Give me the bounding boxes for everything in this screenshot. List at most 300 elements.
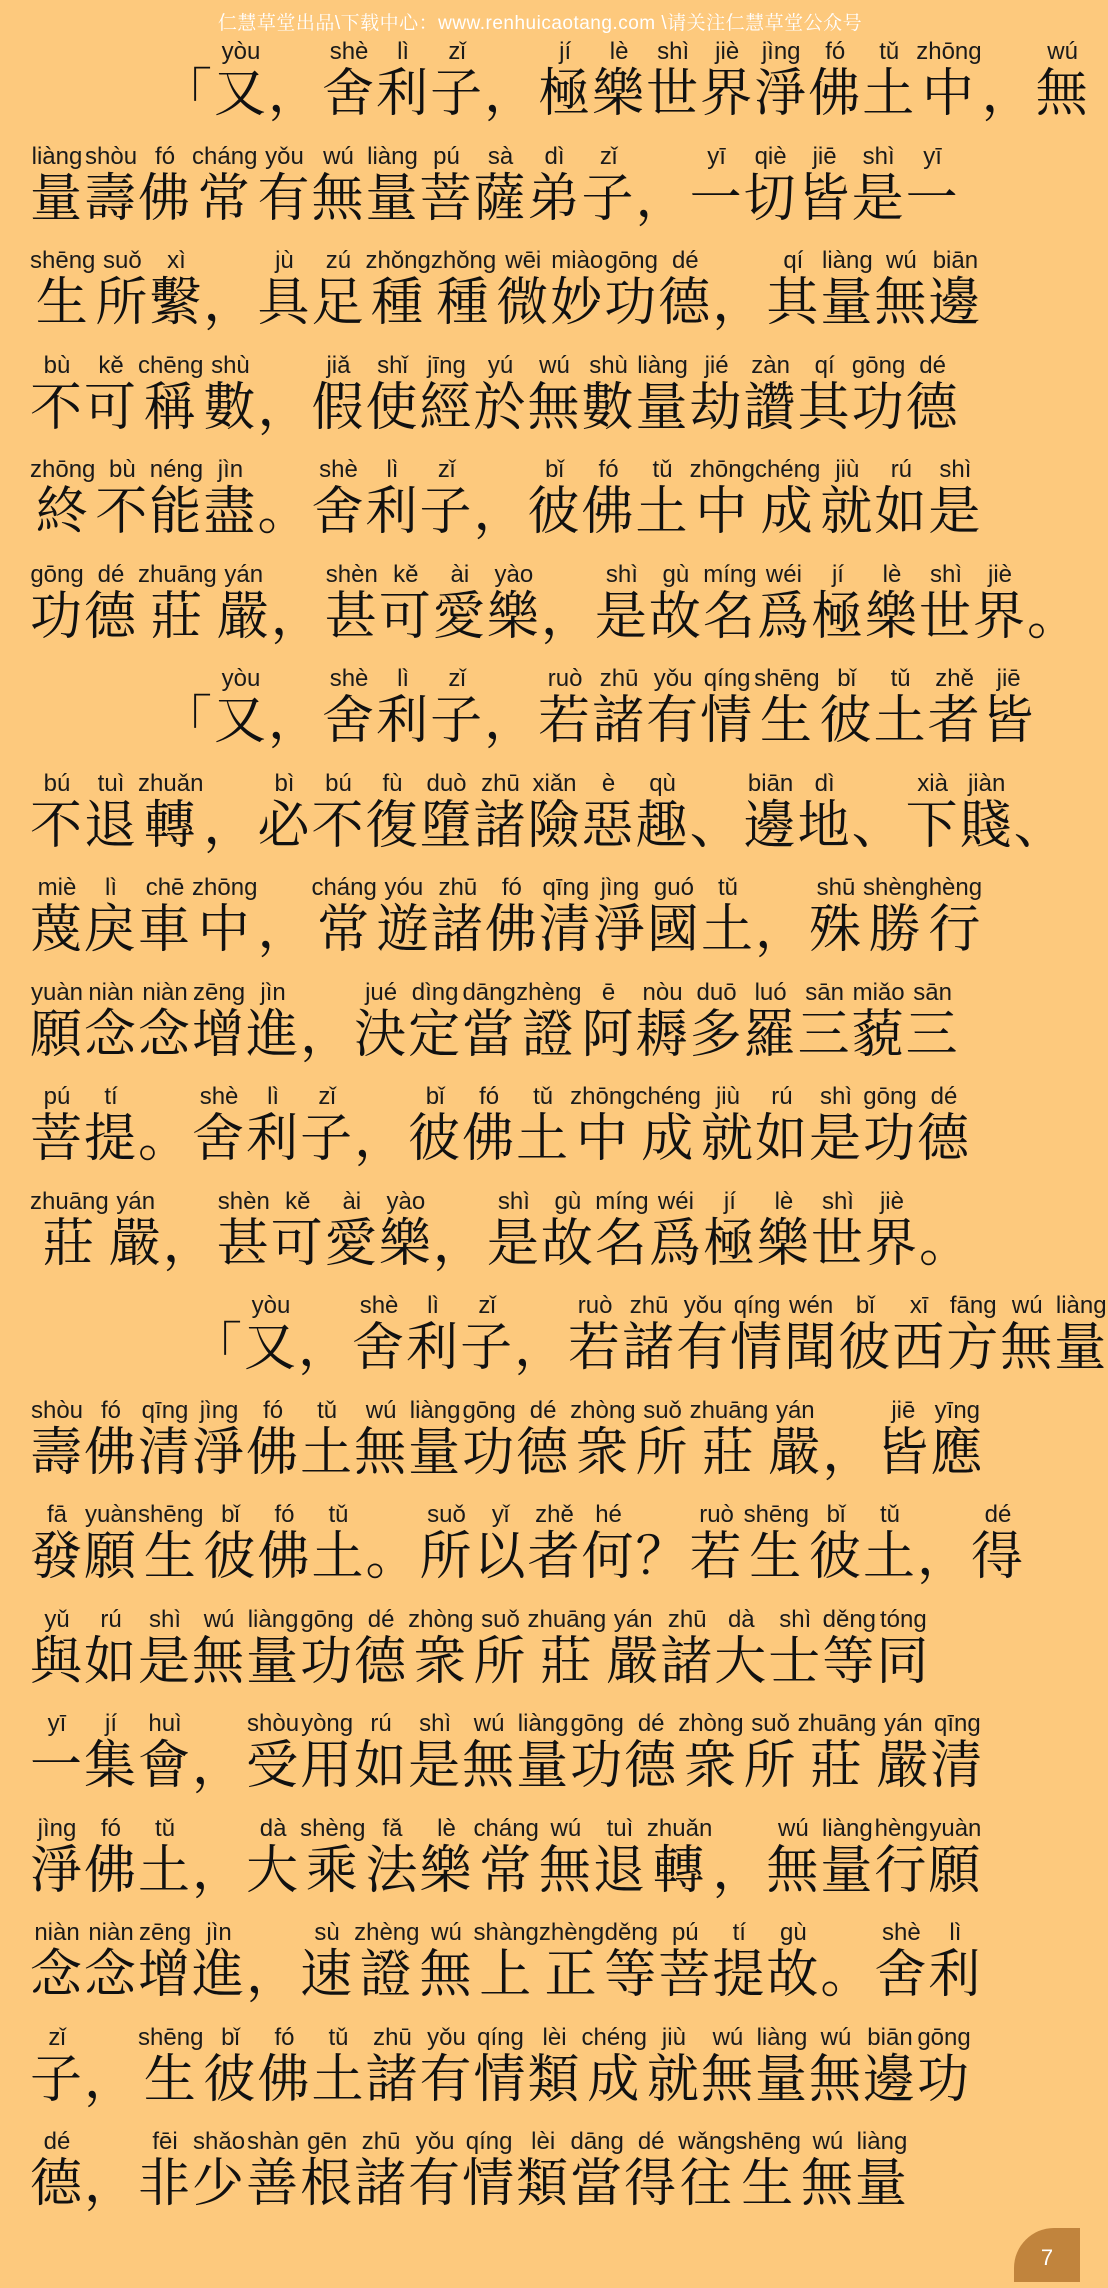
hanzi: 量 bbox=[820, 273, 875, 333]
hanzi: 增 bbox=[138, 1945, 193, 2005]
character-with-pinyin bbox=[246, 978, 301, 1065]
character-with-pinyin bbox=[203, 1501, 258, 1587]
pinyin: liàng bbox=[1054, 1292, 1108, 1319]
hanzi: 當 bbox=[462, 1004, 517, 1065]
pinyin: shè bbox=[192, 1083, 247, 1110]
hanzi: 「 bbox=[190, 1318, 245, 1378]
pinyin: zhū bbox=[473, 769, 528, 797]
pinyin: shēng bbox=[30, 247, 96, 274]
character-with-pinyin bbox=[300, 1710, 355, 1796]
pinyin: jiàn bbox=[959, 769, 1014, 797]
text-line bbox=[30, 142, 1060, 250]
character-with-pinyin bbox=[766, 1814, 821, 1901]
hanzi: 三 bbox=[797, 1004, 852, 1065]
hanzi: 一 bbox=[30, 1736, 85, 1796]
character-with-pinyin bbox=[138, 2023, 204, 2110]
hanzi: 德 bbox=[624, 1736, 679, 1796]
character-with-pinyin bbox=[354, 1919, 420, 2005]
hanzi: 蔑 bbox=[30, 900, 85, 960]
character-with-pinyin bbox=[30, 560, 85, 647]
hanzi: 量 bbox=[754, 2049, 809, 2110]
pinyin: yuàn bbox=[84, 1501, 139, 1528]
hanzi: 嚴 bbox=[216, 586, 271, 647]
hanzi: 嚴 bbox=[606, 1631, 661, 1692]
hanzi: 是 bbox=[808, 1109, 863, 1169]
hanzi: ， bbox=[300, 1004, 355, 1065]
hanzi: 情 bbox=[473, 2049, 528, 2110]
pinyin: yán bbox=[876, 1710, 931, 1737]
text-line bbox=[30, 249, 1060, 354]
pinyin: wú bbox=[462, 1710, 517, 1737]
pinyin: liàng bbox=[365, 142, 420, 170]
hanzi: 會 bbox=[138, 1736, 193, 1796]
pinyin: cháng bbox=[311, 874, 377, 901]
character-with-pinyin bbox=[635, 1083, 701, 1169]
hanzi: ， bbox=[257, 900, 312, 960]
hanzi: 彼 bbox=[203, 2049, 258, 2110]
character-with-pinyin bbox=[635, 456, 690, 542]
hanzi: 者 bbox=[527, 1527, 582, 1587]
hanzi: 遊 bbox=[376, 900, 431, 960]
hanzi: 常 bbox=[311, 900, 377, 960]
hanzi: 土 bbox=[700, 900, 755, 960]
character-with-pinyin bbox=[473, 351, 528, 438]
pinyin: zhuāng bbox=[30, 1187, 109, 1215]
hanzi: 無 bbox=[527, 377, 582, 438]
pinyin: fó bbox=[246, 1396, 301, 1424]
pinyin: gù bbox=[648, 560, 703, 588]
pinyin: jìn bbox=[192, 1919, 247, 1946]
hanzi: 彼 bbox=[408, 1109, 463, 1169]
hanzi: 成 bbox=[635, 1109, 701, 1169]
hanzi: 淨 bbox=[754, 64, 809, 124]
character-with-pinyin bbox=[408, 1083, 463, 1169]
punctuation-mark bbox=[917, 1527, 971, 1587]
pinyin: suǒ bbox=[743, 1710, 798, 1737]
character-with-pinyin bbox=[246, 1083, 301, 1169]
character-with-pinyin bbox=[917, 1083, 972, 1169]
hanzi: 莊 bbox=[527, 1631, 607, 1692]
hanzi: 嚴 bbox=[876, 1736, 931, 1796]
pinyin: gōng bbox=[30, 560, 85, 588]
hanzi: 樂 bbox=[864, 586, 919, 647]
hanzi: 生 bbox=[743, 1527, 809, 1587]
character-with-pinyin bbox=[378, 560, 433, 647]
character-with-pinyin bbox=[376, 38, 431, 124]
character-with-pinyin bbox=[797, 351, 852, 438]
hanzi: 土 bbox=[516, 1109, 571, 1169]
pinyin: bì bbox=[257, 769, 312, 797]
character-with-pinyin bbox=[800, 2128, 855, 2214]
hanzi: 中 bbox=[689, 482, 755, 542]
character-with-pinyin bbox=[862, 2023, 917, 2110]
character-with-pinyin bbox=[138, 142, 193, 229]
character-with-pinyin bbox=[581, 456, 636, 542]
punctuation-mark bbox=[474, 482, 528, 542]
hanzi: ， bbox=[268, 64, 323, 124]
pinyin: zhōng bbox=[570, 1083, 636, 1110]
pinyin: yuàn bbox=[30, 978, 85, 1006]
pinyin: shì bbox=[808, 1083, 863, 1110]
hanzi: 所 bbox=[743, 1736, 798, 1796]
hanzi: 衆 bbox=[678, 1736, 744, 1796]
punctuation-mark bbox=[712, 1841, 766, 1901]
hanzi: 進 bbox=[246, 1004, 301, 1065]
hanzi: 舍 bbox=[874, 1945, 929, 2005]
character-with-pinyin bbox=[971, 1501, 1026, 1587]
character-with-pinyin bbox=[873, 665, 928, 751]
character-with-pinyin bbox=[604, 1919, 659, 2005]
pinyin: lì bbox=[376, 665, 431, 692]
character-with-pinyin bbox=[246, 2128, 301, 2214]
pinyin: jiè bbox=[864, 1187, 919, 1215]
hanzi: 諸 bbox=[660, 1631, 715, 1692]
hanzi: 界 bbox=[864, 1213, 919, 1274]
pinyin: wú bbox=[700, 2023, 755, 2051]
hanzi: 樂 bbox=[378, 1213, 433, 1274]
hanzi: 證 bbox=[354, 1945, 420, 2005]
pinyin: jīng bbox=[419, 351, 474, 379]
hanzi: 中 bbox=[192, 900, 258, 960]
character-with-pinyin bbox=[624, 2128, 679, 2214]
pinyin: lè bbox=[864, 560, 919, 588]
pinyin: míng bbox=[594, 1187, 649, 1215]
pinyin: shǐ bbox=[365, 351, 420, 379]
hanzi: 者 bbox=[927, 691, 982, 751]
character-with-pinyin bbox=[838, 1292, 893, 1378]
hanzi: 車 bbox=[138, 900, 193, 960]
pinyin: fó bbox=[138, 142, 193, 170]
character-with-pinyin bbox=[874, 247, 929, 333]
hanzi: 賤 bbox=[959, 795, 1014, 856]
hanzi: 往 bbox=[678, 2154, 736, 2214]
character-with-pinyin bbox=[930, 1396, 985, 1483]
hanzi: ， bbox=[192, 1840, 247, 1901]
hanzi: 功 bbox=[462, 1422, 517, 1483]
hanzi: 少 bbox=[192, 2154, 247, 2214]
hanzi: 是 bbox=[928, 482, 983, 542]
hanzi: 。 bbox=[138, 1109, 193, 1169]
hanzi: 德 bbox=[516, 1422, 571, 1483]
pinyin: shòu bbox=[84, 142, 139, 170]
pinyin: gù bbox=[766, 1919, 821, 1946]
pinyin: niàn bbox=[138, 978, 193, 1006]
character-with-pinyin bbox=[203, 2023, 258, 2110]
character-with-pinyin bbox=[766, 247, 821, 333]
pinyin: liàng bbox=[754, 2023, 809, 2051]
hanzi: 佛 bbox=[808, 64, 863, 124]
pinyin: rú bbox=[354, 1710, 409, 1737]
text-line bbox=[30, 1396, 1060, 1504]
character-with-pinyin bbox=[700, 665, 755, 751]
character-with-pinyin bbox=[689, 1396, 769, 1483]
pinyin: duò bbox=[419, 769, 474, 797]
character-with-pinyin bbox=[768, 1396, 823, 1483]
pinyin: jiù bbox=[646, 2023, 701, 2051]
hanzi: 地 bbox=[797, 795, 852, 856]
pinyin: cháng bbox=[192, 142, 258, 170]
download-banner: 仁慧草堂出品\下载中心：www.renhuicaotang.com \请关注仁慧草堂公众号 bbox=[217, 13, 863, 34]
hanzi: 是 bbox=[138, 1631, 193, 1692]
pinyin: gōng bbox=[917, 2023, 972, 2051]
character-with-pinyin bbox=[927, 665, 982, 751]
hanzi: 不 bbox=[95, 482, 150, 542]
pinyin: fó bbox=[462, 1083, 517, 1110]
hanzi: 常 bbox=[192, 168, 258, 229]
hanzi: 、 bbox=[689, 795, 744, 856]
hanzi: 中 bbox=[916, 64, 982, 124]
hanzi: ， bbox=[473, 482, 528, 542]
pinyin: dāng bbox=[570, 2128, 625, 2155]
pinyin: yán bbox=[108, 1187, 163, 1215]
character-with-pinyin bbox=[754, 2023, 809, 2110]
character-with-pinyin bbox=[430, 874, 485, 960]
hanzi: 生 bbox=[735, 2154, 801, 2214]
pinyin: zhèng bbox=[354, 1919, 420, 1946]
pinyin: lì bbox=[406, 1292, 461, 1319]
pinyin: ài bbox=[432, 560, 487, 588]
pinyin: liàng bbox=[854, 2128, 909, 2155]
character-with-pinyin bbox=[257, 247, 312, 333]
character-with-pinyin bbox=[930, 1710, 985, 1796]
hanzi: 諸 bbox=[365, 2049, 420, 2110]
character-with-pinyin bbox=[30, 978, 85, 1065]
pinyin: wǎng bbox=[678, 2128, 736, 2155]
hanzi: 與 bbox=[30, 1631, 85, 1692]
hanzi: 量 bbox=[365, 168, 420, 229]
pinyin: wú bbox=[354, 1396, 409, 1424]
punctuation-mark bbox=[203, 796, 257, 856]
character-with-pinyin bbox=[486, 560, 541, 647]
character-with-pinyin bbox=[138, 874, 193, 960]
character-with-pinyin bbox=[592, 665, 647, 751]
hanzi: 一 bbox=[689, 168, 744, 229]
pinyin: fù bbox=[365, 769, 420, 797]
character-with-pinyin bbox=[30, 1396, 85, 1483]
pinyin: yīng bbox=[930, 1396, 985, 1424]
character-with-pinyin bbox=[108, 1187, 163, 1274]
pinyin: jué bbox=[354, 978, 409, 1006]
pinyin: dà bbox=[246, 1814, 301, 1842]
pinyin: luó bbox=[743, 978, 798, 1006]
pinyin: zǐ bbox=[419, 456, 474, 483]
pinyin: wú bbox=[527, 351, 582, 379]
pinyin: kě bbox=[84, 351, 139, 379]
hanzi: 藐 bbox=[851, 1004, 906, 1065]
hanzi: 生 bbox=[138, 1527, 204, 1587]
character-with-pinyin bbox=[354, 2128, 409, 2214]
punctuation-mark bbox=[190, 1318, 244, 1378]
hanzi: 類 bbox=[527, 2049, 582, 2110]
character-with-pinyin bbox=[981, 665, 1036, 751]
character-with-pinyin bbox=[138, 1814, 193, 1901]
character-with-pinyin bbox=[216, 560, 271, 647]
hanzi: ， bbox=[484, 691, 539, 751]
hanzi: 常 bbox=[473, 1840, 539, 1901]
pinyin: zhòng bbox=[408, 1605, 474, 1633]
hanzi: 有 bbox=[408, 2154, 463, 2214]
pinyin: sān bbox=[797, 978, 852, 1006]
punctuation-mark bbox=[268, 64, 322, 124]
page-number: 7 bbox=[1014, 2228, 1080, 2282]
character-with-pinyin bbox=[192, 1396, 247, 1483]
character-with-pinyin bbox=[192, 1919, 247, 2005]
hanzi: 又 bbox=[214, 691, 269, 751]
character-with-pinyin bbox=[594, 560, 649, 647]
hanzi: 薩 bbox=[473, 168, 528, 229]
character-with-pinyin bbox=[735, 2128, 801, 2214]
pinyin: fǎ bbox=[365, 1814, 420, 1842]
hanzi: 妙 bbox=[550, 273, 605, 333]
hanzi: 。 bbox=[820, 1945, 875, 2005]
hanzi: 皆 bbox=[876, 1422, 931, 1483]
pinyin: shēng bbox=[138, 1501, 204, 1528]
character-with-pinyin bbox=[311, 247, 366, 333]
character-with-pinyin bbox=[851, 978, 906, 1065]
hanzi: 佛 bbox=[138, 168, 193, 229]
pinyin: bǐ bbox=[808, 1501, 863, 1528]
character-with-pinyin bbox=[876, 1605, 931, 1692]
character-with-pinyin bbox=[192, 142, 258, 229]
text-line bbox=[30, 1921, 1060, 2026]
character-with-pinyin bbox=[30, 247, 96, 333]
pinyin: huì bbox=[138, 1710, 193, 1737]
pinyin: chéng bbox=[635, 1083, 701, 1110]
pinyin: chē bbox=[138, 874, 193, 901]
pinyin: chēng bbox=[138, 351, 204, 379]
pinyin: néng bbox=[149, 456, 204, 483]
pinyin: fó bbox=[257, 1501, 312, 1528]
pinyin: miè bbox=[30, 874, 85, 901]
character-with-pinyin bbox=[486, 1187, 541, 1274]
pinyin: zhuāng bbox=[797, 1710, 877, 1737]
punctuation-mark bbox=[271, 587, 325, 647]
hanzi: ， bbox=[635, 168, 690, 229]
character-with-pinyin bbox=[138, 1501, 204, 1587]
character-with-pinyin bbox=[419, 456, 474, 542]
hanzi: 國 bbox=[646, 900, 701, 960]
punctuation-mark bbox=[268, 691, 322, 751]
character-with-pinyin bbox=[473, 2023, 528, 2110]
character-with-pinyin bbox=[822, 1605, 877, 1692]
character-with-pinyin bbox=[300, 2128, 355, 2214]
pinyin: yǒu bbox=[646, 665, 701, 692]
character-with-pinyin bbox=[516, 978, 582, 1065]
pinyin: yào bbox=[486, 560, 541, 588]
pinyin: dì bbox=[527, 142, 582, 170]
pinyin: yán bbox=[216, 560, 271, 588]
pinyin: dé bbox=[30, 2128, 85, 2155]
pinyin: gōng bbox=[604, 247, 659, 274]
punctuation-mark bbox=[541, 587, 595, 647]
character-with-pinyin bbox=[876, 1396, 931, 1483]
pinyin: zēng bbox=[138, 1919, 193, 1946]
character-with-pinyin bbox=[430, 38, 485, 124]
character-with-pinyin bbox=[192, 978, 247, 1065]
hanzi: 清 bbox=[930, 1736, 985, 1796]
hanzi: 可 bbox=[84, 377, 139, 438]
punctuation-mark bbox=[138, 1109, 192, 1169]
hanzi: 子 bbox=[430, 691, 485, 751]
hanzi: 下 bbox=[905, 795, 960, 856]
character-with-pinyin bbox=[689, 142, 744, 229]
pinyin: kě bbox=[270, 1187, 325, 1215]
pinyin: zhuāng bbox=[689, 1396, 769, 1424]
character-with-pinyin bbox=[581, 142, 636, 229]
character-with-pinyin bbox=[419, 2023, 474, 2110]
character-with-pinyin bbox=[84, 142, 139, 229]
hanzi: 足 bbox=[311, 273, 366, 333]
pinyin: lì bbox=[365, 456, 420, 483]
character-with-pinyin bbox=[84, 1501, 139, 1587]
hanzi: 舍 bbox=[352, 1318, 407, 1378]
pinyin: děng bbox=[822, 1605, 877, 1633]
pinyin: dé bbox=[354, 1605, 409, 1633]
character-with-pinyin bbox=[646, 874, 701, 960]
pinyin: xì bbox=[149, 247, 204, 274]
pinyin: ē bbox=[581, 978, 636, 1006]
character-with-pinyin bbox=[460, 1292, 515, 1378]
character-with-pinyin bbox=[376, 874, 431, 960]
character-with-pinyin bbox=[538, 1919, 605, 2005]
character-with-pinyin bbox=[203, 351, 258, 438]
pinyin: dé bbox=[905, 351, 960, 379]
hanzi: 不 bbox=[311, 795, 366, 856]
character-with-pinyin bbox=[570, 2128, 625, 2214]
hanzi: 趣 bbox=[635, 795, 690, 856]
pinyin: shè bbox=[352, 1292, 407, 1319]
hanzi: ， bbox=[514, 1318, 569, 1378]
character-with-pinyin bbox=[138, 2128, 193, 2214]
pinyin: jìng bbox=[592, 874, 647, 901]
hanzi: 法 bbox=[365, 1840, 420, 1901]
pinyin: tǔ bbox=[138, 1814, 193, 1842]
pinyin: gù bbox=[540, 1187, 595, 1215]
pinyin: guó bbox=[646, 874, 701, 901]
hanzi: 無 bbox=[874, 273, 929, 333]
hanzi: 情 bbox=[700, 691, 755, 751]
pinyin: lè bbox=[756, 1187, 811, 1215]
pinyin: yǒu bbox=[408, 2128, 463, 2155]
pinyin: bù bbox=[30, 351, 85, 379]
hanzi: 舍 bbox=[322, 64, 377, 124]
pinyin: shè bbox=[311, 456, 366, 483]
pinyin: è bbox=[581, 769, 636, 797]
pinyin: zàn bbox=[743, 351, 798, 379]
hanzi: 乘 bbox=[300, 1840, 366, 1901]
character-with-pinyin bbox=[95, 456, 150, 542]
hanzi: 皆 bbox=[797, 168, 852, 229]
pinyin: liàng bbox=[246, 1605, 301, 1633]
pinyin: shēng bbox=[735, 2128, 801, 2155]
pinyin: qí bbox=[797, 351, 852, 379]
character-with-pinyin bbox=[1054, 1292, 1108, 1378]
pinyin: zēng bbox=[192, 978, 247, 1006]
hanzi: 如 bbox=[354, 1736, 409, 1796]
punctuation-mark bbox=[982, 64, 1036, 124]
hanzi: 以 bbox=[473, 1527, 528, 1587]
character-with-pinyin bbox=[30, 769, 85, 856]
hanzi: 無 bbox=[462, 1736, 517, 1796]
hanzi: 種 bbox=[365, 273, 431, 333]
hanzi: 惡 bbox=[581, 795, 636, 856]
hanzi: 復 bbox=[365, 795, 420, 856]
character-with-pinyin bbox=[138, 769, 204, 856]
hanzi: 佛 bbox=[257, 2049, 312, 2110]
character-with-pinyin bbox=[324, 1187, 379, 1274]
hanzi: 功 bbox=[851, 377, 906, 438]
character-with-pinyin bbox=[743, 769, 798, 856]
